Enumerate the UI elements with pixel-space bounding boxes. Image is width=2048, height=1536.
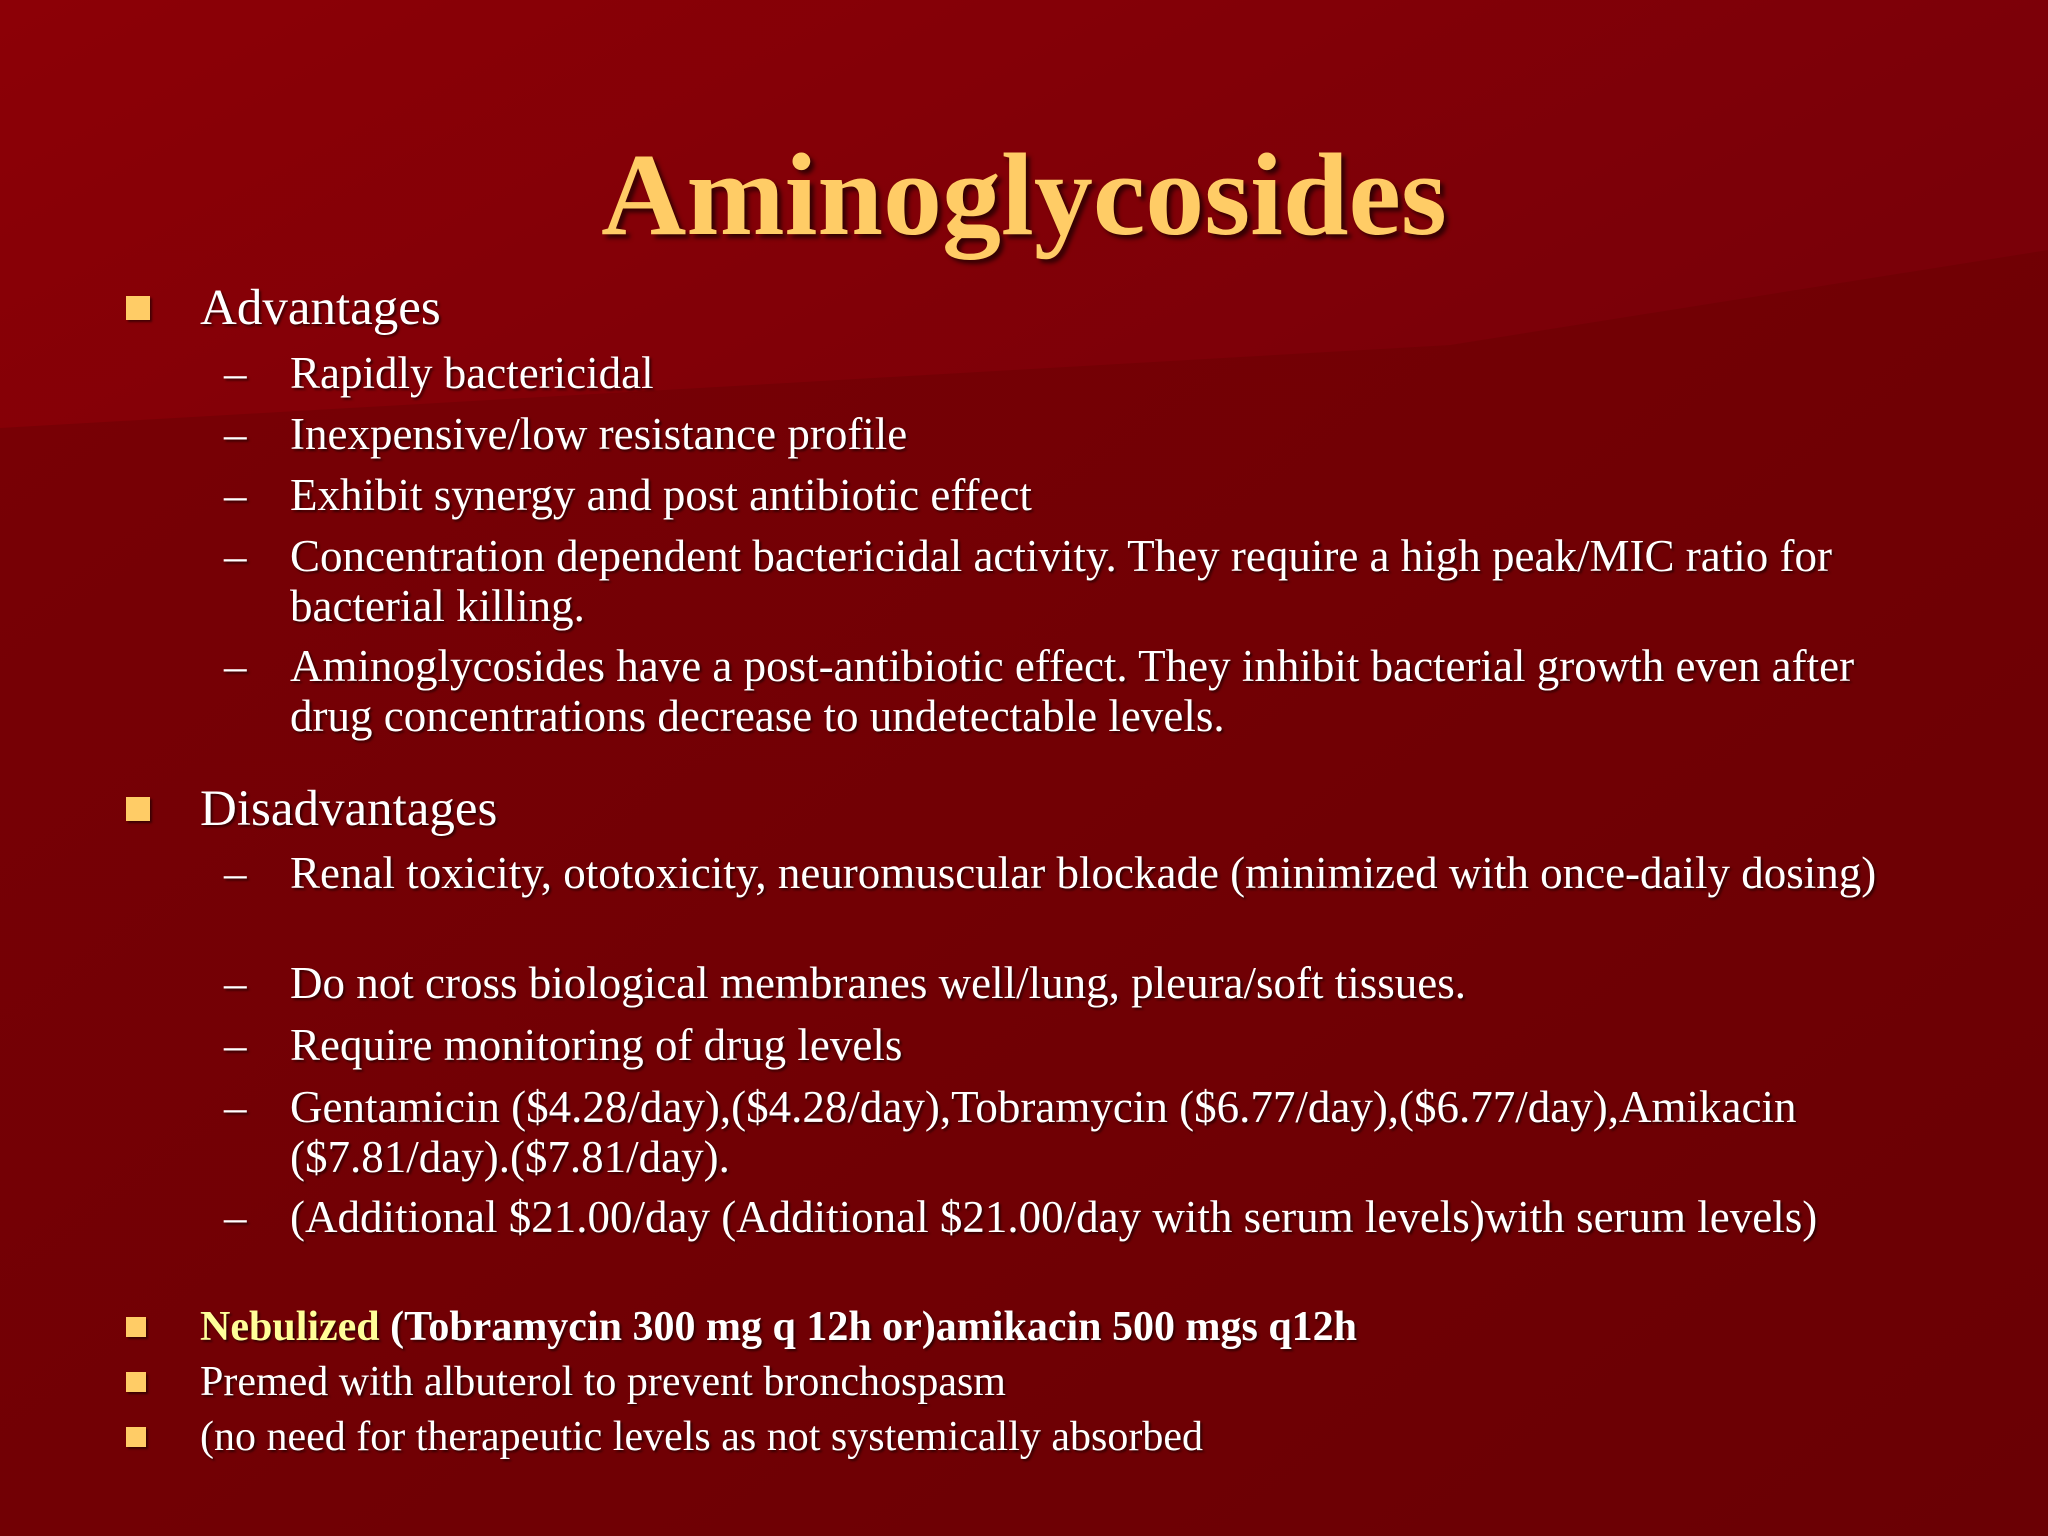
disadvantage-text: Do not cross biological membranes well/lung, pleura/soft tissues. [290, 958, 1467, 1008]
nebulized-emphasis: Nebulized [200, 1304, 380, 1350]
dash-bullet-icon: – [224, 641, 247, 691]
disadvantages-label: Disadvantages [200, 781, 498, 837]
dash-bullet-icon: – [224, 848, 247, 898]
dash-bullet-icon: – [224, 470, 247, 520]
square-bullet-icon [126, 1372, 146, 1392]
square-bullet-icon [126, 1427, 146, 1447]
nebulized-text [200, 1301, 1357, 1353]
advantage-text: Aminoglycosides have a post-antibiotic effect. They inhibit bacterial growth even after drug concentrations decrease to undetectable levels. [290, 641, 1855, 741]
nebulized-rest: (Tobramycin 300 mg q 12h or)amikacin 500 mgs q12h [379, 1304, 1358, 1350]
dash-bullet-icon: – [224, 348, 247, 398]
disadvantage-text: Require monitoring of drug levels [290, 1020, 903, 1070]
slide-title: Aminoglycosides [601, 129, 1447, 260]
square-bullet-icon [126, 296, 150, 320]
dash-bullet-icon: – [224, 1192, 247, 1242]
dash-bullet-icon: – [224, 409, 247, 459]
advantages-label: Advantages [200, 280, 441, 336]
advantage-text: Exhibit synergy and post antibiotic effect [290, 470, 1032, 520]
advantage-text: Concentration dependent bactericidal activity. They require a high peak/MIC ratio for bacterial killing. [290, 531, 1832, 631]
square-bullet-icon [126, 797, 150, 821]
disadvantage-text: (Additional $21.00/day (Additional $21.00/day with serum levels)with serum levels) [290, 1192, 1818, 1242]
advantage-text: Inexpensive/low resistance profile [290, 409, 908, 459]
dash-bullet-icon: – [224, 1020, 247, 1070]
dash-bullet-icon: – [224, 1082, 247, 1132]
square-bullet-icon [126, 1317, 146, 1337]
dash-bullet-icon: – [224, 958, 247, 1008]
note-text: (no need for therapeutic levels as not systemically absorbed [200, 1414, 1203, 1460]
disadvantage-text: Renal toxicity, ototoxicity, neuromuscular blockade (minimized with once-daily dosing) [290, 848, 1877, 898]
advantage-text: Rapidly bactericidal [290, 348, 654, 398]
note-text: Premed with albuterol to prevent bronchospasm [200, 1359, 1006, 1405]
dash-bullet-icon: – [224, 531, 247, 581]
disadvantage-text: Gentamicin ($4.28/day),($4.28/day),Tobramycin ($6.77/day),($6.77/day),Amikacin ($7.81/day).($7.81/day). [290, 1082, 1797, 1182]
